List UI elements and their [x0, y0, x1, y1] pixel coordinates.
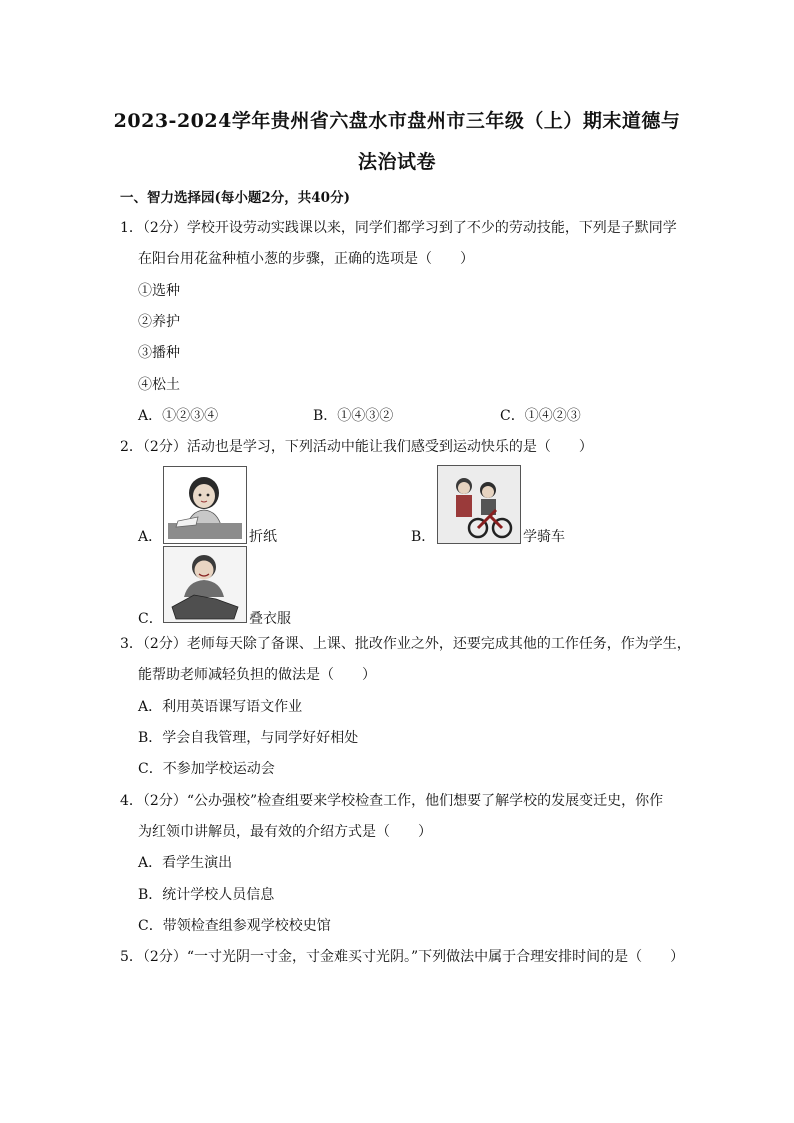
q3-option-b[interactable]: B．学会自我管理，与同学好好相处 — [138, 730, 359, 746]
q1-option-c[interactable]: C．①④②③ — [500, 408, 581, 424]
q2-option-b-label: 学骑车 — [523, 529, 565, 545]
q2-option-c-letter[interactable]: C． — [138, 611, 163, 627]
q5-stem-line1: 5．（2分）“一寸光阴一寸金，寸金难买寸光阴。”下列做法中属于合理安排时间的是（ ） — [120, 949, 685, 965]
folding-paper-picture — [163, 466, 247, 544]
exam-title-line1: 2023-2024学年贵州省六盘水市盘州市三年级（上）期末道德与 — [113, 110, 681, 132]
q2-option-a-label: 折纸 — [249, 529, 277, 545]
q1-stem-line2: 在阳台用花盆种植小葱的步骤，正确的选项是（ ） — [138, 251, 474, 267]
q3-option-a[interactable]: A．利用英语课写语文作业 — [138, 699, 303, 715]
q1-stem-line1: 1．（2分）学校开设劳动实践课以来，同学们都学习到了不少的劳动技能，下列是子默同学 — [120, 220, 677, 236]
q4-option-a[interactable]: A．看学生演出 — [138, 855, 233, 871]
q4-stem-line1: 4．（2分）“公办强校”检查组要来学校检查工作，他们想要了解学校的发展变迁史，你作 — [120, 793, 664, 809]
q4-stem-line2: 为红领巾讲解员，最有效的介绍方式是（ ） — [138, 824, 432, 840]
folding-clothes-picture — [163, 546, 247, 623]
q3-stem-line2: 能帮助老师减轻负担的做法是（ ） — [138, 667, 376, 683]
q1-step: ③播种 — [138, 345, 180, 361]
q1-step: ②养护 — [138, 314, 180, 330]
q3-option-c[interactable]: C．不参加学校运动会 — [138, 761, 275, 777]
q4-option-c[interactable]: C．带领检查组参观学校校史馆 — [138, 918, 331, 934]
q1-step: ①选种 — [138, 283, 180, 299]
exam-title-line2: 法治试卷 — [357, 151, 436, 173]
q2-option-a-letter[interactable]: A． — [138, 529, 163, 545]
q3-stem-line1: 3．（2分）老师每天除了备课、上课、批改作业之外，还要完成其他的工作任务，作为学生， — [120, 636, 691, 652]
learning-bike-picture — [437, 465, 521, 544]
q1-option-b[interactable]: B．①④③② — [313, 408, 394, 424]
q2-stem: 2．（2分）活动也是学习，下列活动中能让我们感受到运动快乐的是（ ） — [120, 439, 593, 455]
q1-step: ④松土 — [138, 377, 180, 393]
q4-option-b[interactable]: B．统计学校人员信息 — [138, 887, 275, 903]
section-heading: 一、智力选择园(每小题2分，共40分) — [120, 190, 350, 206]
q2-option-c-label: 叠衣服 — [249, 611, 291, 627]
q2-option-b-letter[interactable]: B． — [411, 529, 436, 545]
q1-option-a[interactable]: A．①②③④ — [138, 408, 219, 424]
